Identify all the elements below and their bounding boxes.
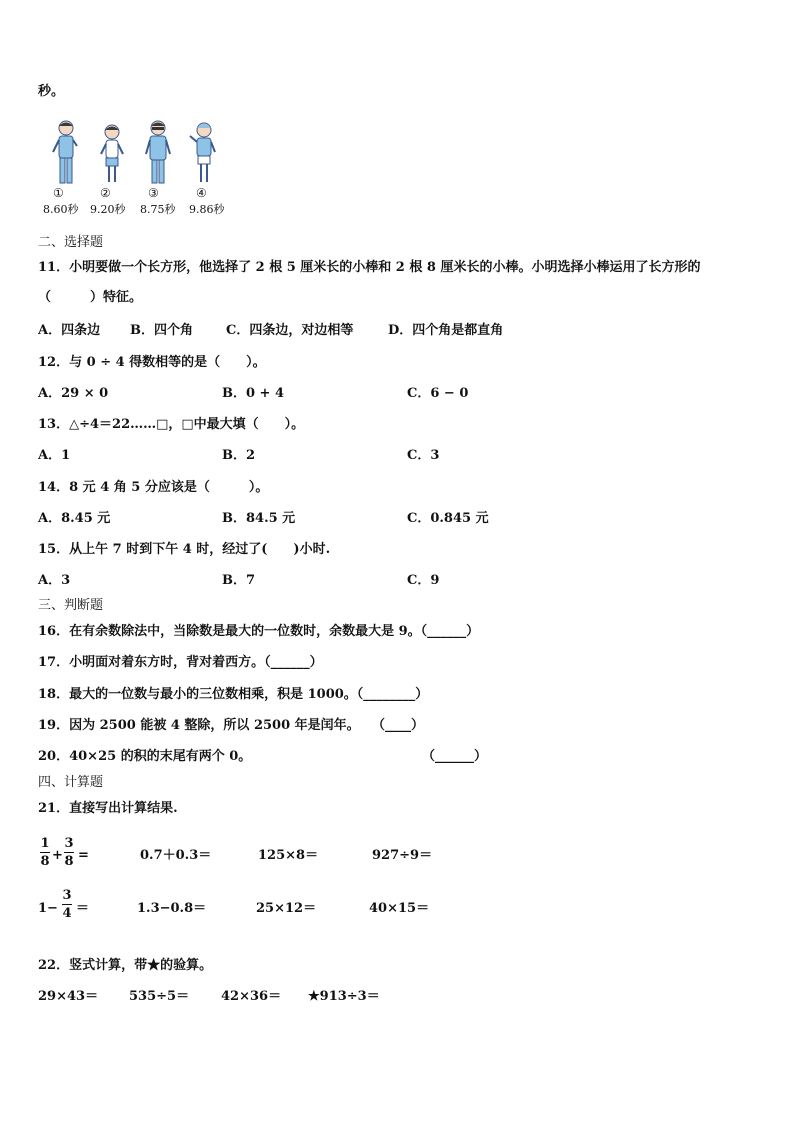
q21-r1-plus: + xyxy=(52,848,63,863)
child-2-image xyxy=(92,118,132,188)
child-4-image xyxy=(184,118,224,188)
section-judge-heading: 三、判断题 xyxy=(38,598,104,613)
q18: 18．最大的一位数与最小的三位数相乘，积是 1000。（________） xyxy=(38,687,429,702)
fraction-bar xyxy=(62,904,72,905)
child-4-time: 9.86秒 xyxy=(189,203,225,216)
child-4-number: ④ xyxy=(196,186,207,200)
q11-option-a[interactable]: A．四条边 xyxy=(38,323,101,338)
q11-line1: 11．小明要做一个长方形，他选择了 2 根 5 厘米长的小棒和 2 根 8 厘米长的小棒。小明选择小棒运用了长方形的 xyxy=(38,260,701,275)
child-1-number: ① xyxy=(53,186,64,200)
q13-stem: 13．△÷4＝22……□，□中最大填（ ）。 xyxy=(38,417,305,432)
fraction-bar xyxy=(64,852,74,853)
child-1-time: 8.60秒 xyxy=(43,203,79,216)
q13-option-a[interactable]: A．1 xyxy=(38,448,71,463)
q21-r2-equals: ＝ xyxy=(76,901,90,916)
q22-expr-3: 42×36＝ xyxy=(221,989,282,1004)
q14-option-a[interactable]: A．8.45 元 xyxy=(38,511,111,526)
q21-r1-expr-2: 0.7＋0.3＝ xyxy=(140,848,212,863)
q21-r2-fraction xyxy=(62,888,72,921)
fraction-denominator: 4 xyxy=(62,906,72,921)
q15-option-a[interactable]: A．3 xyxy=(38,573,71,588)
q21-r2-expr-4: 40×15＝ xyxy=(369,901,430,916)
q15-option-c[interactable]: C．9 xyxy=(407,573,440,588)
fraction-numerator: 3 xyxy=(64,836,74,851)
q21-r1-equals: = xyxy=(78,848,89,863)
q14-stem: 14．8 元 4 角 5 分应该是（ ）。 xyxy=(38,480,269,495)
q15-option-b[interactable]: B．7 xyxy=(222,573,256,588)
q21-stem: 21．直接写出计算结果. xyxy=(38,801,178,816)
q21-r1-expr-4: 927÷9＝ xyxy=(372,848,433,863)
fraction-bar xyxy=(40,852,50,853)
section-calc-heading: 四、计算题 xyxy=(38,775,104,790)
child-3-time: 8.75秒 xyxy=(140,203,176,216)
section-choice-heading: 二、选择题 xyxy=(38,235,104,250)
q21-r2-expr-3: 25×12＝ xyxy=(256,901,317,916)
child-3-number: ③ xyxy=(148,186,159,200)
q16: 16．在有余数除法中，当除数是最大的一位数时，余数最大是 9。（______） xyxy=(38,624,480,639)
q19-answer-blank[interactable]: （____） xyxy=(372,718,425,733)
q19-stem: 19．因为 2500 能被 4 整除，所以 2500 年是闰年。 xyxy=(38,718,360,733)
q11-option-c[interactable]: C．四条边，对边相等 xyxy=(226,323,354,338)
fraction-denominator: 8 xyxy=(40,854,50,869)
q11-line2: （ ）特征。 xyxy=(38,290,143,305)
q12-option-c[interactable]: C．6 − 0 xyxy=(407,386,469,401)
fraction-numerator: 3 xyxy=(62,888,72,903)
q15-stem: 15．从上午 7 时到下午 4 时，经过了( )小时. xyxy=(38,542,331,557)
q21-r2-expr-2: 1.3−0.8＝ xyxy=(137,901,207,916)
fraction-numerator: 1 xyxy=(40,836,50,851)
continued-text: 秒。 xyxy=(38,84,65,99)
q21-r1-expr-3: 125×8＝ xyxy=(258,848,319,863)
q22-stem: 22．竖式计算，带★的验算。 xyxy=(38,958,213,973)
q12-option-a[interactable]: A．29 × 0 xyxy=(38,386,109,401)
q22-expr-4: ★913÷3＝ xyxy=(308,989,380,1004)
fraction-denominator: 8 xyxy=(64,854,74,869)
q12-stem: 12．与 0 ÷ 4 得数相等的是（ ）。 xyxy=(38,355,266,370)
q13-option-c[interactable]: C．3 xyxy=(407,448,440,463)
q20-answer-blank[interactable]: （______） xyxy=(422,749,488,764)
child-2-time: 9.20秒 xyxy=(90,203,126,216)
q21-r1-fraction-2 xyxy=(64,836,74,869)
q13-option-b[interactable]: B．2 xyxy=(222,448,256,463)
child-2-number: ② xyxy=(100,186,111,200)
q11-option-d[interactable]: D．四个角是都直角 xyxy=(388,323,504,338)
q12-option-b[interactable]: B．0 + 4 xyxy=(222,386,285,401)
q21-r2-lead: 1− xyxy=(38,901,58,916)
q14-option-c[interactable]: C．0.845 元 xyxy=(407,511,489,526)
q11-option-b[interactable]: B．四个角 xyxy=(130,323,193,338)
q22-expr-1: 29×43＝ xyxy=(38,989,99,1004)
q21-r1-fraction-1 xyxy=(40,836,50,869)
q20-stem: 20．40×25 的积的末尾有两个 0。 xyxy=(38,749,252,764)
child-3-image xyxy=(138,118,178,188)
q17: 17．小明面对着东方时，背对着西方。（______） xyxy=(38,655,323,670)
q22-expr-2: 535÷5＝ xyxy=(129,989,190,1004)
child-1-image xyxy=(46,118,86,188)
q14-option-b[interactable]: B．84.5 元 xyxy=(222,511,296,526)
